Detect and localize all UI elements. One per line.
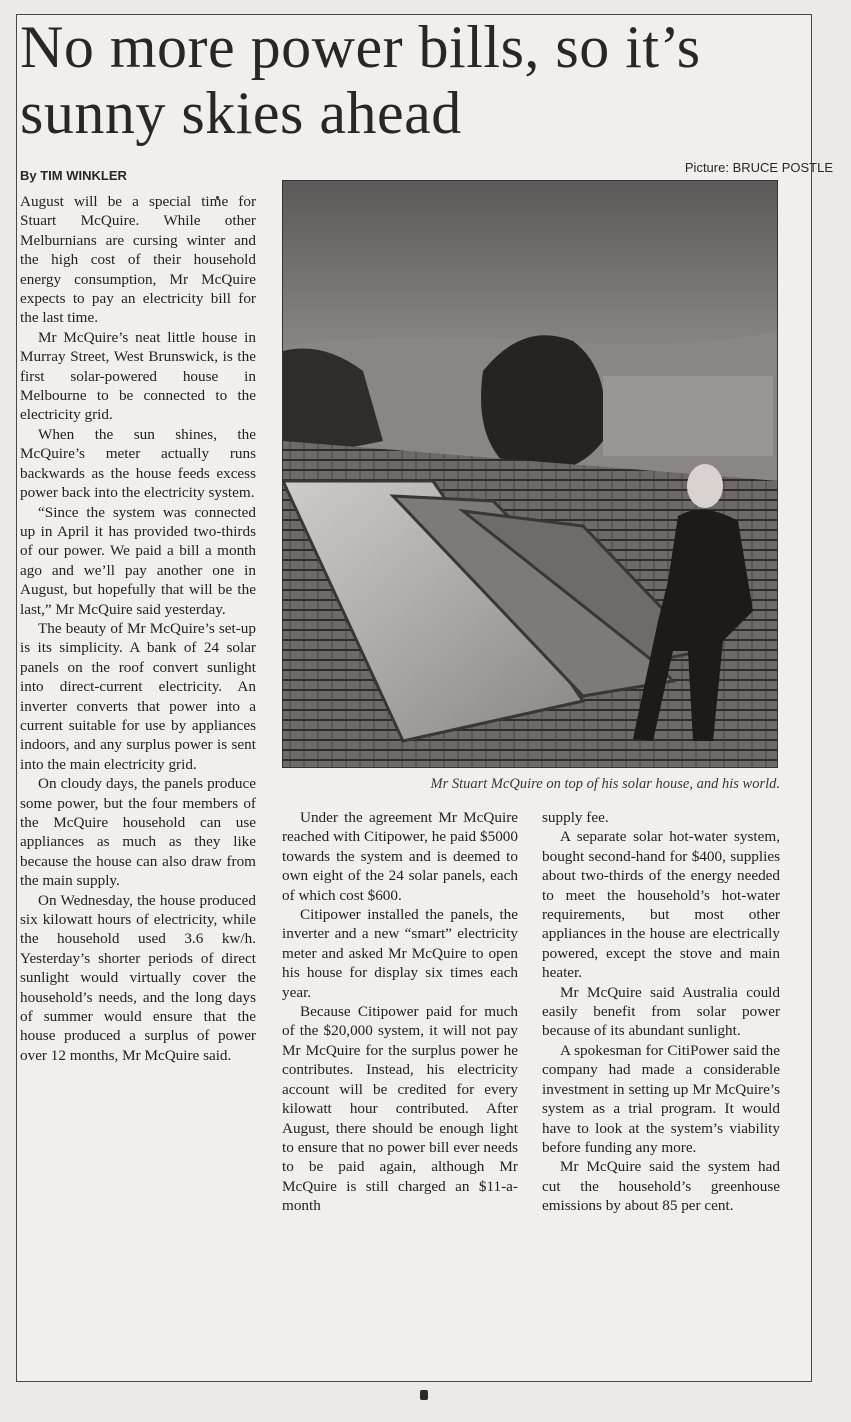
article-column-1 bbox=[20, 192, 256, 1065]
headline: No more power bills, so it’s sunny skies ahead bbox=[20, 14, 701, 146]
article-column-3 bbox=[542, 808, 780, 1216]
paragraph: On cloudy days, the panels produce some power, but the four members of the McQuire household can use appliances as much as they like because the house can also draw from the main supply. bbox=[20, 775, 256, 890]
paragraph: “Since the system was connected up in April it has provided two-thirds of our power. We paid a bill a month ago and we’ll pay another one in August, but hopefully that will be the last,” Mr McQuire said yesterday. bbox=[20, 503, 256, 618]
paragraph: Under the agreement Mr McQuire reached with Citipower, he paid $5000 towards the system and is deemed to own eight of the 24 solar panels, each of which cost $600. bbox=[282, 809, 518, 904]
paragraph: Because Citipower paid for much of the $20,000 system, it will not pay Mr McQuire for the surplus power he contributes. Instead, his electricity account will be credited for every kilowatt hour contributed. After August, there should be enough light to ensure that no power bill ever needs to be paid again, although Mr McQuire is still charged an $11-a-month bbox=[282, 1003, 518, 1215]
paragraph: Citipower installed the panels, the inverter and a new “smart” electricity meter and asked Mr McQuire to open his house for display six times each year. bbox=[282, 906, 518, 1001]
photo-illustration bbox=[283, 181, 778, 768]
print-mark bbox=[420, 1390, 428, 1400]
paragraph: A separate solar hot-water system, bought second-hand for $400, supplies about two-thirds of the energy needed to meet the household’s hot-water requirements, but most other appliances in the house are electrically powered, except the stove and main heater. bbox=[542, 828, 780, 982]
paragraph: The beauty of Mr McQuire’s set-up is its simplicity. A bank of 24 solar panels on the roof convert sunlight into direct-current electricity. An inverter converts that power into a current suitable for use by appliances indoors, and any surplus power is sent into the main electricity grid. bbox=[20, 619, 256, 773]
paragraph: supply fee. bbox=[542, 809, 609, 826]
solar-house-photo bbox=[282, 180, 778, 768]
photo-caption: Mr Stuart McQuire on top of his solar house, and his world. bbox=[430, 776, 780, 792]
paragraph: A spokesman for CitiPower said the company had made a considerable investment in setting up Mr McQuire’s system as a trial program. It would have to look at the system’s viability before funding any more. bbox=[542, 1041, 780, 1156]
paragraph: Mr McQuire said the system had cut the household’s greenhouse emissions by about 85 per cent. bbox=[542, 1158, 780, 1215]
byline: By TIM WINKLER bbox=[20, 168, 127, 183]
tree-centre bbox=[481, 335, 605, 473]
paragraph: August will be a special time for Stuart McQuire. While other Melburnians are cursing winter and the high cost of their household energy consumption, Mr McQuire expects to pay an electricity bill for the last time. bbox=[20, 193, 256, 327]
paragraph: When the sun shines, the McQuire’s meter actually runs backwards as the house feeds excess power back into the electricity system. bbox=[20, 425, 256, 502]
buildings bbox=[603, 376, 773, 456]
paragraph: Mr McQuire’s neat little house in Murray Street, West Brunswick, is the first solar-powered house in Melbourne to be connected to the electricity grid. bbox=[20, 328, 256, 424]
paragraph: On Wednesday, the house produced six kilowatt hours of electricity, while the household used 3.6 kw/h. Yesterday’s shorter periods of direct sunlight would virtually cover the household’s needs, and the long days of summer would ensure that the house produced a surplus of power over 12 months, Mr McQuire said. bbox=[20, 891, 256, 1064]
photo-credit: Picture: BRUCE POSTLE bbox=[684, 160, 833, 175]
article-column-2 bbox=[282, 808, 518, 1216]
paragraph: Mr McQuire said Australia could easily benefit from solar power because of its abundant sunlight. bbox=[542, 983, 780, 1040]
